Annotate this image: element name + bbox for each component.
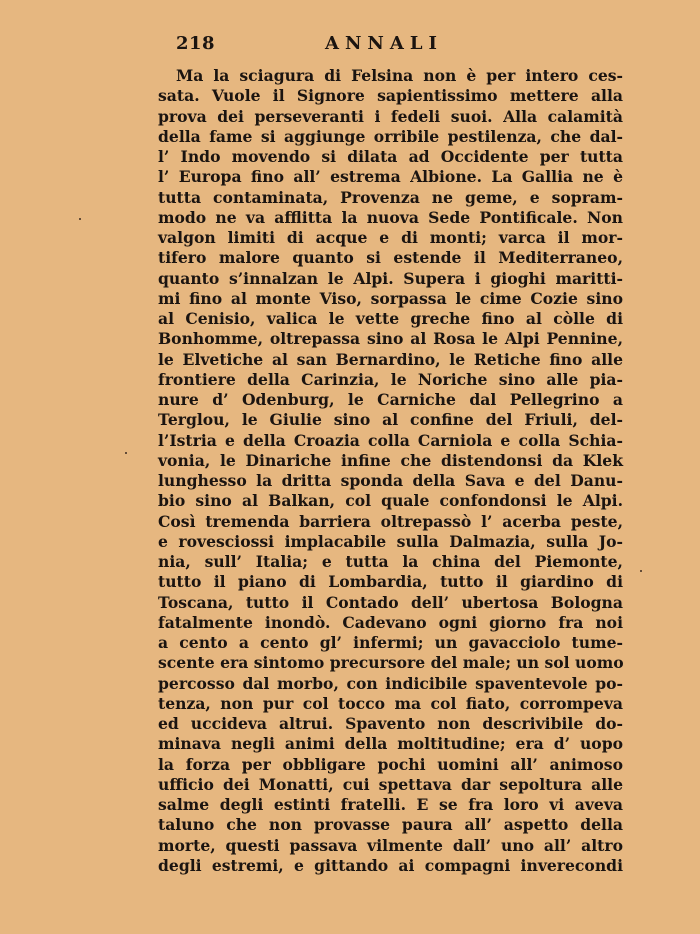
text-line: minava negli animi della moltitudine; era d’ uopo <box>158 734 623 754</box>
text-line: ufficio dei Monatti, cui spettava dar sepoltura alle <box>158 774 623 794</box>
running-title: ANNALI <box>325 33 443 54</box>
text-line: a cento a cento gl’ infermi; un gavacciolo tume- <box>158 633 623 652</box>
paper-speck <box>79 218 81 220</box>
text-line: modo ne va afflitta la nuova Sede Pontificale. Non <box>158 207 623 227</box>
page-number: 218 <box>176 33 216 54</box>
text-line: ed uccideva altrui. Spavento non descrivibile do- <box>158 714 623 733</box>
text-line: Così tremenda barriera oltrepassò l’ acerba peste, <box>158 511 623 531</box>
text-line: Terglou, le Giulie sino al confine del Friuli, del- <box>158 410 623 430</box>
text-line: fatalmente inondò. Cadevano ogni giorno fra noi <box>158 612 623 632</box>
text-line: bio sino al Balkan, col quale confondonsi le Alpi. <box>158 491 623 511</box>
text-line: tifero malore quanto si estende il Mediterraneo, <box>158 248 623 268</box>
text-line: al Cenisio, valica le vette greche fino al còlle di <box>158 309 623 328</box>
text-line: tutto il piano di Lombardia, tutto il giardino di <box>158 572 623 592</box>
text-line: nia, sull’ Italia; e tutta la china del Piemonte, <box>158 552 623 571</box>
text-line: frontiere della Carinzia, le Noriche sino alle pia- <box>158 369 623 389</box>
text-line: l’ Indo movendo si dilata ad Occidente per tutta <box>158 147 623 166</box>
text-line: tenza, non pur col tocco ma col fiato, corrompeva <box>158 693 623 713</box>
text-line: Toscana, tutto il Contado dell’ ubertosa Bologna <box>158 592 623 612</box>
text-line: tutta contaminata, Provenza ne geme, e sopram- <box>158 187 623 207</box>
text-line: mi fino al monte Viso, sorpassa le cime Cozie sino <box>158 288 623 308</box>
text-line: lunghesso la dritta sponda della Sava e del Danu- <box>158 471 623 490</box>
text-line: quanto s’innalzan le Alpi. Supera i gioghi maritti- <box>158 268 623 288</box>
paper-speck <box>640 570 642 572</box>
text-line: l’ Europa fino all’ estrema Albione. La Gallia ne è <box>158 167 623 187</box>
text-line: taluno che non provasse paura all’ aspetto della <box>158 815 623 835</box>
text-line: sata. Vuole il Signore sapientissimo mettere alla <box>158 86 623 106</box>
body-text <box>158 66 623 876</box>
text-line: Ma la sciagura di Felsina non è per intero ces- <box>176 66 623 85</box>
text-line: salme degli estinti fratelli. E se fra loro vi aveva <box>158 795 623 814</box>
paper-speck <box>125 452 127 454</box>
text-line: vonia, le Dinariche infine che distendonsi da Klek <box>158 450 623 470</box>
text-line: percosso dal morbo, con indicibile spaventevole po- <box>158 673 623 693</box>
text-line: morte, questi passava vilmente dall’ uno all’ altro <box>158 835 623 855</box>
text-line: degli estremi, e gittando ai compagni inverecondi <box>158 855 623 875</box>
text-line: e rovesciossi implacabile sulla Dalmazia, sulla Jo- <box>158 531 623 551</box>
text-line: scente era sintomo precursore del male; un sol uomo <box>158 653 624 673</box>
text-line: l’Istria e della Croazia colla Carniola e colla Schia- <box>158 430 623 450</box>
text-line: la forza per obbligare pochi uomini all’ animoso <box>158 754 623 774</box>
text-line: prova dei perseveranti i fedeli suoi. Alla calamità <box>158 106 623 126</box>
text-line: nure d’ Odenburg, le Carniche dal Pellegrino a <box>158 390 623 409</box>
text-line: della fame si aggiunge orribile pestilenza, che dal- <box>158 126 623 146</box>
text-line: Bonhomme, oltrepassa sino al Rosa le Alpi Pennine, <box>158 329 623 349</box>
text-line: le Elvetiche al san Bernardino, le Retiche fino alle <box>158 349 623 369</box>
text-line: valgon limiti di acque e di monti; varca il mor- <box>158 228 623 247</box>
